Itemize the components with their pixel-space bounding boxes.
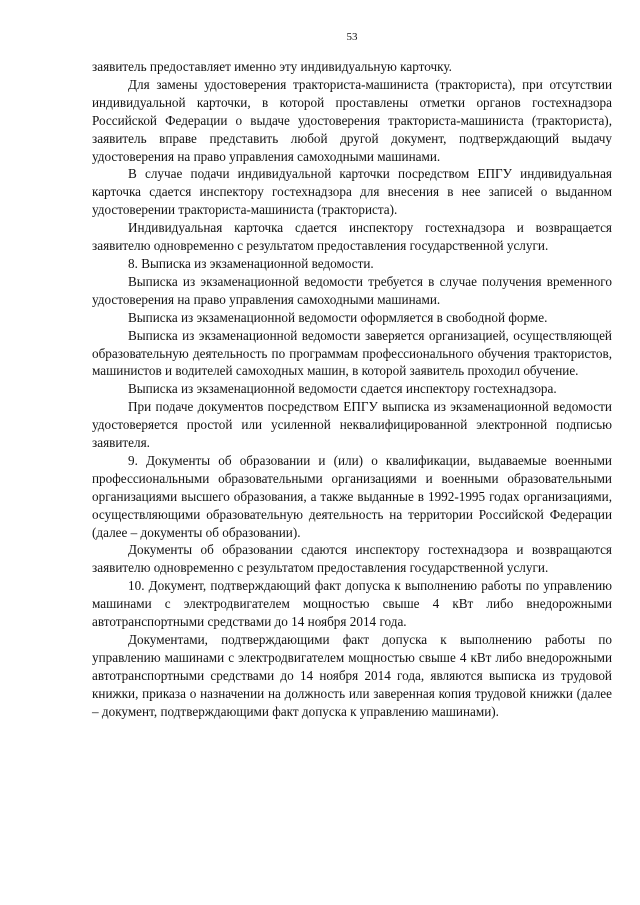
section-heading-8: 8. Выписка из экзаменационной ведомости.: [128, 255, 374, 271]
paragraph-education-docs-return: Документы об образовании сдаются инспектору гостехнадзора и возвращаются заявителю одновременно с результатом предоставления государственной услуги.: [92, 542, 612, 576]
paragraph-card-return: Индивидуальная карточка сдается инспектору гостехнадзора и возвращается заявителю одновременно с результатом предоставления государственной услуги.: [92, 220, 612, 254]
paragraph-extract-certified: Выписка из экзаменационной ведомости заверяется организацией, осуществляющей образовательную деятельность по программам профессионального обучения трактористов, машинистов и водителей самоходных машин, в которой заявитель проходил обучение.: [92, 327, 612, 379]
paragraph-replacement-without-card: Для замены удостоверения тракториста-машиниста (тракториста), при отсутствии индивидуальной карточки, в которой проставлены отметки органов гостехнадзора Российской Федерации о выдаче удостоверения тракториста-машиниста (тракториста), заявитель вправе представить любой другой документ, подтверждающий выдачу удостоверения на право управления самоходными машинами.: [92, 76, 612, 164]
page-number: 53: [346, 31, 358, 43]
paragraph-extract-free-form: Выписка из экзаменационной ведомости оформляется в свободной форме.: [128, 309, 548, 325]
paragraph-extract-required: Выписка из экзаменационной ведомости требуется в случае получения временного удостоверения на право управления самоходными машинами.: [92, 273, 612, 307]
paragraph-admission-docs: Документами, подтверждающими факт допуска к выполнению работы по управлению машинами с электродвигателем мощностью свыше 4 кВт либо внедорожными автотранспортными средствами до 14 ноября 2014 года, являются выписка из трудовой книжки, приказа о назначении на должность или заверенная копия трудовой книжки (далее – документ, подтверждающими факт допуска к управлению машинами).: [92, 632, 612, 719]
paragraph-continuation: заявитель предоставляет именно эту индивидуальную карточку.: [92, 59, 452, 74]
section-heading-9: 9. Документы об образовании и (или) о квалификации, выдаваемые военными профессиональными образовательными организациями и военными образовательными организациями высшего образования, а также выданные в 1992-1995 годах организациями, осуществляющими образовательную деятельность на территории Российской Федерации (далее – документы об образовании).: [92, 452, 612, 540]
paragraph-epgu-card: В случае подачи индивидуальной карточки посредством ЕПГУ индивидуальная карточка сдается инспектору гостехнадзора для внесения в нее записей о выданном удостоверении тракториста-машиниста (тракториста).: [92, 166, 612, 218]
body-text: [92, 58, 612, 721]
paragraph-extract-submitted: Выписка из экзаменационной ведомости сдается инспектору гостехнадзора.: [128, 381, 557, 397]
paragraph-extract-epgu: При подаче документов посредством ЕПГУ выписка из экзаменационной ведомости удостоверяется простой или усиленной неквалифицированной электронной подписью заявителя.: [92, 399, 612, 451]
section-heading-10: 10. Документ, подтверждающий факт допуска к выполнению работы по управлению машинами с электродвигателем мощностью свыше 4 кВт либо внедорожными автотранспортными средствами до 14 ноября 2014 года.: [92, 578, 612, 630]
